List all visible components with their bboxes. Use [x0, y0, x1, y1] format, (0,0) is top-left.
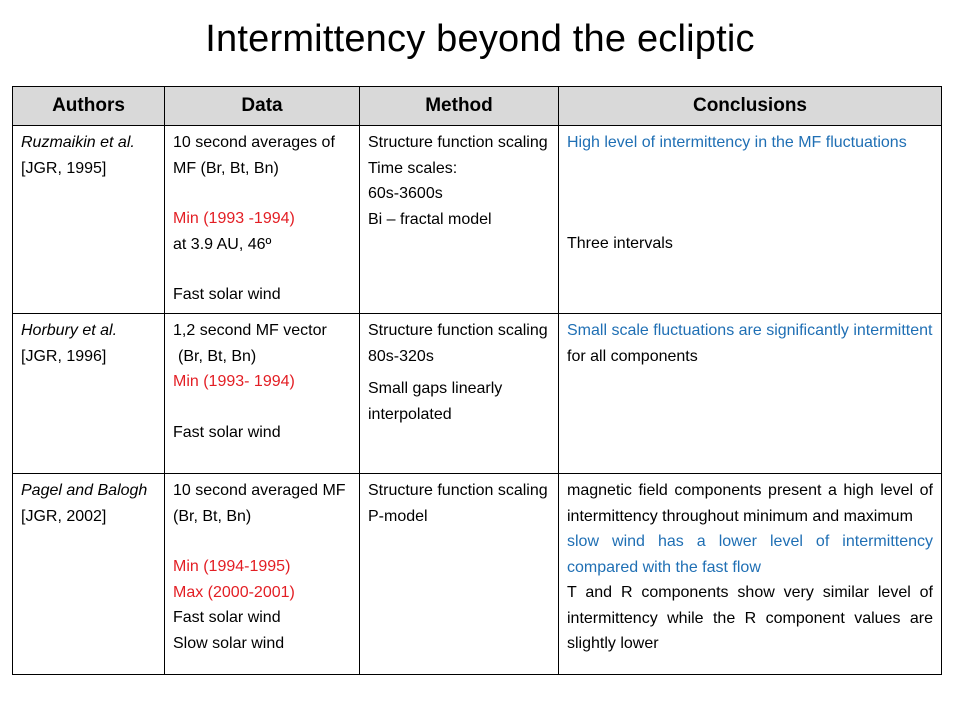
data-line: 10 second averaged MF (Br, Bt, Bn): [173, 482, 346, 525]
authors-cell: [13, 126, 165, 314]
data-line: at 3.9 AU, 46º: [173, 235, 272, 253]
data-cell: [165, 126, 360, 314]
conclusions-cell: [559, 474, 942, 675]
data-line: (Br, Bt, Bn): [178, 347, 257, 365]
data-period: Min (1993- 1994): [173, 373, 295, 390]
data-wind-type: Fast solar wind: [173, 609, 281, 626]
method-line: 60s-3600s: [368, 185, 443, 202]
method-line: Structure function scaling: [368, 322, 548, 339]
method-line: Time scales:: [368, 159, 458, 177]
header-authors: Authors: [13, 87, 165, 126]
data-wind-type: Fast solar wind: [173, 286, 281, 303]
method-line: P-model: [368, 507, 428, 525]
authors-cell: [13, 474, 165, 675]
method-line: Bi – fractal model: [368, 210, 492, 228]
author-names: Horbury et al.: [21, 322, 118, 339]
data-wind-type: Slow solar wind: [173, 634, 285, 652]
authors-cell: [13, 314, 165, 474]
method-line: Structure function scaling: [368, 482, 548, 499]
header-data: Data: [165, 87, 360, 126]
header-method: Method: [360, 87, 559, 126]
method-cell: [360, 314, 559, 474]
data-period: Max (2000-2001): [173, 583, 295, 601]
conclusion-highlight: slow wind has a lower level of intermittency compared with the fast flow: [567, 533, 933, 576]
method-line: Small gaps linearly interpolated: [368, 380, 503, 423]
table-header-row: [13, 87, 942, 126]
method-cell: [360, 126, 559, 314]
author-reference: [JGR, 2002]: [21, 507, 107, 525]
data-line: 10 second averages of MF (Br, Bt, Bn): [173, 134, 335, 177]
header-conclusions: Conclusions: [559, 87, 942, 126]
data-period: Min (1993 -1994): [173, 210, 295, 227]
data-cell: [165, 314, 360, 474]
conclusion-line: for all components: [567, 347, 698, 365]
data-wind-type: Fast solar wind: [173, 423, 281, 441]
data-cell: [165, 474, 360, 675]
author-names: Pagel and Balogh: [21, 482, 148, 499]
conclusion-line: Three intervals: [567, 234, 673, 252]
data-line: 1,2 second MF vector: [173, 322, 327, 339]
conclusion-highlight: Small scale fluctuations are significantly intermittent: [567, 322, 933, 339]
method-cell: [360, 474, 559, 675]
data-period: Min (1994-1995): [173, 558, 291, 575]
author-names: Ruzmaikin et al.: [21, 134, 135, 151]
conclusions-cell: [559, 314, 942, 474]
conclusion-highlight: High level of intermittency in the MF fluctuations: [567, 134, 907, 151]
method-line: 80s-320s: [368, 347, 434, 365]
studies-table: [12, 86, 942, 675]
slide-title: Intermittency beyond the ecliptic: [205, 18, 755, 60]
table-row: [13, 474, 942, 675]
conclusion-line: T and R components show very similar level of intermittency while the R component values are slightly lower: [567, 584, 933, 652]
author-reference: [JGR, 1995]: [21, 159, 107, 177]
method-line: Structure function scaling: [368, 134, 548, 151]
conclusions-cell: [559, 126, 942, 314]
table-row: [13, 126, 942, 314]
table-row: [13, 314, 942, 474]
conclusion-line: magnetic field components present a high level of intermittency throughout minimum and maximum: [567, 482, 933, 525]
author-reference: [JGR, 1996]: [21, 347, 107, 365]
